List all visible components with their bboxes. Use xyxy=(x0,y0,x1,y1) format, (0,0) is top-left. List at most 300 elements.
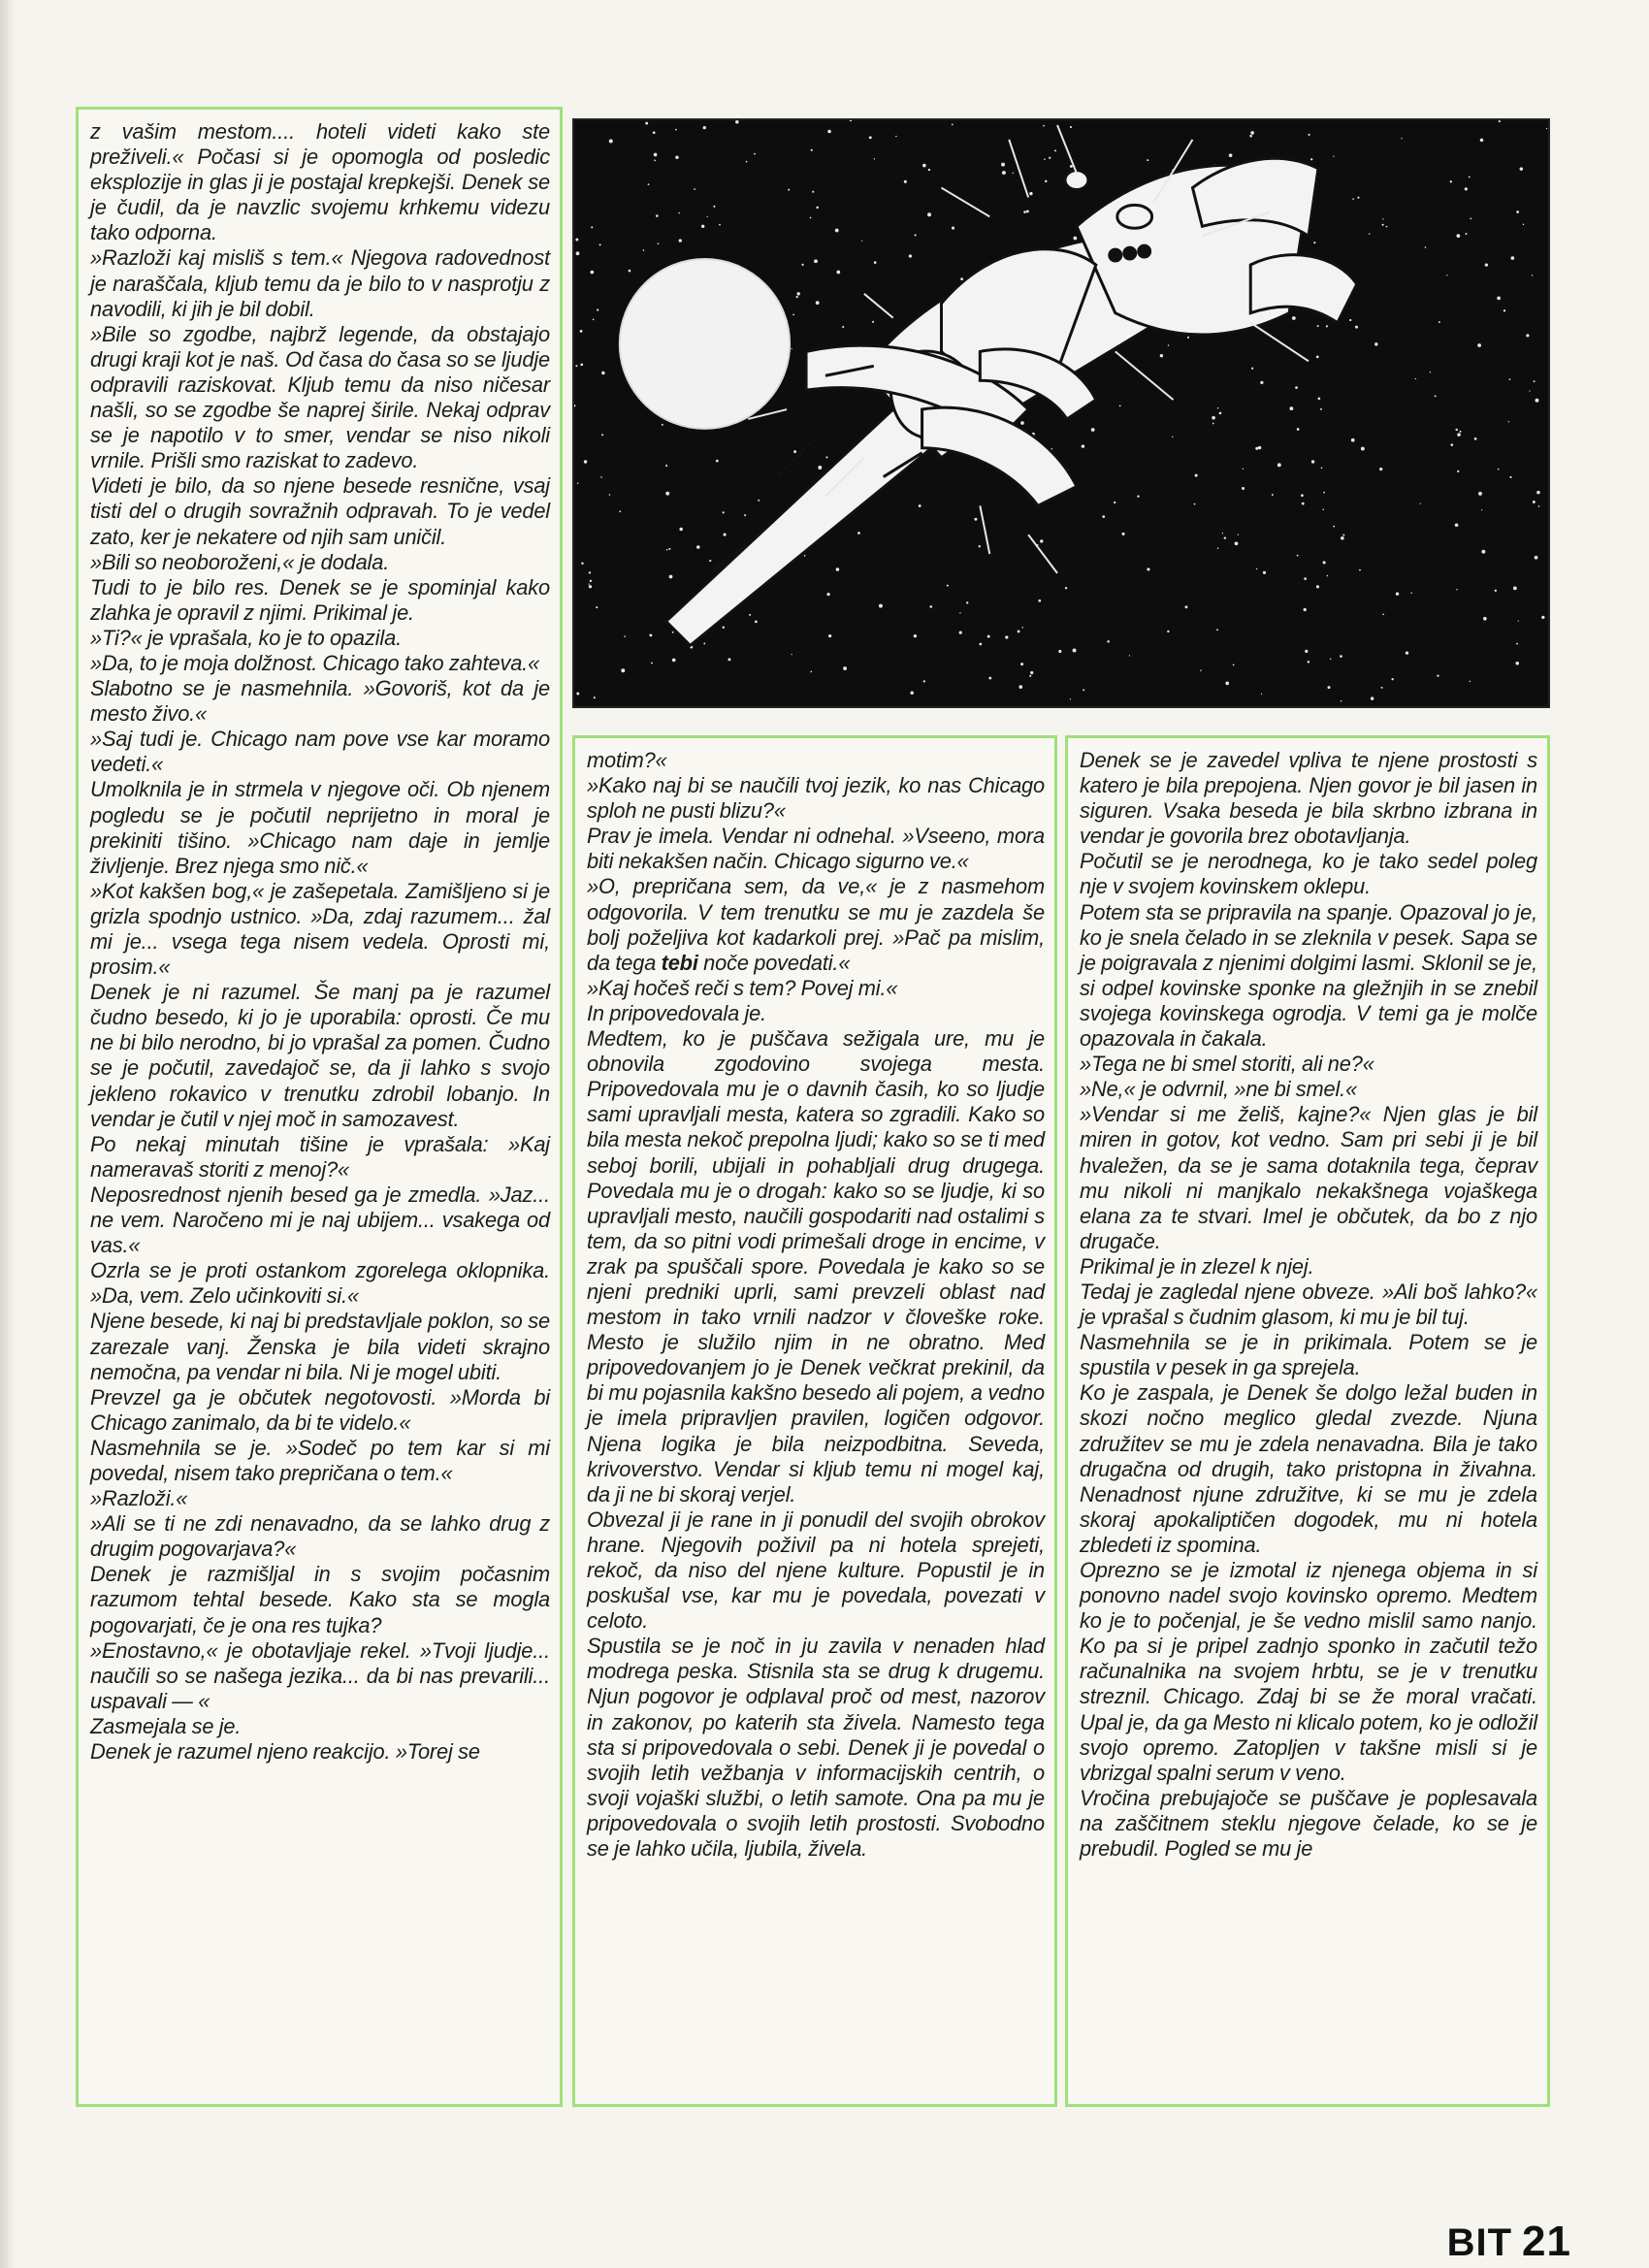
star xyxy=(1526,334,1529,337)
star xyxy=(1470,681,1471,682)
star xyxy=(589,571,591,573)
star xyxy=(580,363,583,366)
star xyxy=(1480,139,1484,143)
paragraph: »Vendar si me želiš, kajne?« Njen glas je bil miren in gotov, kot vedno. Sam pri sebi ji je bil hvaležen, da se je sama dotaknila tega, čeprav mu nikoli ni manjkalo nekakšnega vojaškega elana za te stvari. Imel je občutek, da bo z njo drugače. xyxy=(1080,1102,1537,1253)
paragraph: Ko je zaspala, je Denek še dolgo ležal buden in skozi nočno meglico gledal zvezde. Njuna združitev se mu je zdela nenavadna. Bila je tako drugačna od drugih, tako pristopna in živahna. Nenadnost njune združitve, ki se mu je zdela skoraj apokaliptičen dogodek, mu ni hotela zbledeti iz spomina. xyxy=(1080,1380,1537,1557)
star xyxy=(1410,593,1411,594)
paragraph: Počutil se je nerodnega, ko je tako sedel poleg nje v svojem kovinskem oklepu. xyxy=(1080,849,1537,899)
star xyxy=(1516,211,1519,213)
star xyxy=(1518,621,1519,622)
star xyxy=(1477,343,1481,347)
star xyxy=(1263,571,1266,574)
star xyxy=(758,500,760,502)
star xyxy=(796,296,798,298)
star xyxy=(1250,131,1254,135)
star xyxy=(1005,635,1008,638)
star xyxy=(1342,534,1344,535)
star xyxy=(1297,555,1299,557)
star xyxy=(1070,126,1072,128)
star xyxy=(723,627,725,629)
star xyxy=(1065,587,1067,589)
paragraph: »Razloži.« xyxy=(90,1486,188,1511)
star xyxy=(1333,526,1335,528)
star xyxy=(1029,192,1032,195)
paragraph: »Enostavno,« je obotavljaje rekel. »Tvoji ljudje... naučili so se našega jezika... da bi nas prevarili... uspavali — « xyxy=(90,1637,550,1713)
star xyxy=(1304,608,1307,611)
star xyxy=(575,365,577,367)
paragraph: Po nekaj minutah tišine je vprašala: »Kaj nameravaš storiti z menoj?« xyxy=(90,1131,550,1182)
star xyxy=(1322,508,1323,509)
star xyxy=(874,158,875,159)
paragraph: »Ti?« je vprašala, ko je to opazila. xyxy=(90,625,402,650)
star xyxy=(909,254,912,257)
star xyxy=(1316,585,1319,588)
star xyxy=(619,510,621,512)
paragraph: Denek se je zavedel vpliva te njene prostosti s katero je bila prepojena. Njen govor je bil jasen in siguren. Vsaka beseda je bila skrbno izbrana in vendar je govorila brez obotavljanja. xyxy=(1080,748,1537,849)
star xyxy=(1313,242,1315,243)
paragraph: »Bile so zgodbe, najbrž legende, da obstajajo drugi kraji kot je naš. Od časa do časa so se ljudje odpravili raziskovat. Kljub temu da niso ničesar našli, so se zgodbe še naprej širile. Nekaj odprav se je napotilo v to smer, vendar se niso nikoli vrnile. Prišli smo raziskat to zadevo. xyxy=(90,321,550,473)
star xyxy=(1304,577,1307,580)
star xyxy=(988,677,991,680)
star xyxy=(857,532,860,535)
star xyxy=(1382,218,1383,219)
star xyxy=(1328,686,1331,689)
star xyxy=(914,634,917,637)
magazine-name: BIT xyxy=(1446,2221,1513,2264)
star xyxy=(1160,354,1163,357)
star xyxy=(1235,541,1239,545)
star xyxy=(1083,689,1084,691)
star xyxy=(707,216,708,217)
star xyxy=(1224,536,1226,538)
page-footer xyxy=(1447,2218,1571,2266)
text-column-1 xyxy=(76,107,563,2107)
star xyxy=(665,492,669,496)
paragraph: Prav je imela. Vendar ni odnehal. »Vseeno, mora biti nekakšen način. Chicago sigurno ve.« xyxy=(587,824,1045,874)
star xyxy=(1070,165,1073,168)
star xyxy=(843,666,847,670)
paragraph: Nasmehnila se je. »Sodeč po tem kar si mi povedal, nisem tako prepričana o tem.« xyxy=(90,1435,550,1485)
star xyxy=(816,301,820,305)
star xyxy=(609,494,611,496)
star xyxy=(1401,138,1402,139)
star xyxy=(1023,211,1026,213)
star xyxy=(694,188,695,190)
star xyxy=(1520,167,1524,170)
star xyxy=(666,549,668,551)
paragraph: »Ali se ti ne zdi nenavadno, da se lahko drug z drugim pogovarjava?« xyxy=(90,1511,550,1562)
star xyxy=(1498,469,1500,470)
star xyxy=(804,555,806,557)
star xyxy=(648,183,650,185)
star xyxy=(1439,321,1440,323)
star xyxy=(811,671,813,673)
star xyxy=(1534,380,1536,382)
star xyxy=(1318,397,1321,400)
star xyxy=(703,643,705,645)
paragraph: Potem sta se pripravila na spanje. Opazoval jo je, ko je snela čelado in se zleknila v pesek. Sapa se je poigravala z njenimi dolgimi lasmi. Sklonil se je, si odpel kovinske sponke na gležnjih in se znebil svojega kovinskega ogrodja. V temi ga je molče opazovala in čakala. xyxy=(1080,899,1537,1052)
star xyxy=(716,460,719,463)
star xyxy=(1038,599,1041,602)
star xyxy=(593,319,595,321)
star xyxy=(828,634,831,637)
star xyxy=(1256,568,1257,569)
star xyxy=(584,460,587,463)
star xyxy=(624,635,626,637)
paragraph: Ozrla se je proti ostankom zgorelega oklopnika. »Da, vem. Zelo učinkoviti si.« xyxy=(90,1258,550,1309)
star xyxy=(1305,650,1308,653)
star xyxy=(735,120,739,124)
star xyxy=(658,243,660,244)
paragraph: Obvezal ji je rane in ji ponudil del svojih obrokov hrane. Njegovih poživil pa ni hotela sprejeti, rekoč, da niso del njene kulture. Popustil je in poskušal vse, kar mu je povedala, povezati v celoto. xyxy=(587,1507,1045,1634)
paragraph: z vašim mestom.... hoteli videti kako ste preživeli.« Počasi si je opomogla od posledic eksplozije in glas ji je postajal krepkejši. Denek se je čudil, da je navzlic svojemu krhkemu videzu tako odporna. xyxy=(90,119,550,245)
star xyxy=(904,180,907,183)
star xyxy=(1535,556,1538,560)
star xyxy=(974,518,977,521)
star xyxy=(1352,198,1354,200)
star xyxy=(1379,468,1382,470)
star xyxy=(1147,567,1149,570)
star xyxy=(1495,590,1497,592)
paragraph: Denek je ni razumel. Še manj pa je razumel čudno besedo, ki jo je uporabila: oprosti. Če mu ne bi bilo nerodno, bi jo vprašal za pomen. Čudno se je počutil, zavedajoč se, da ji lahko s svojo jekleno rokavico v trenutku zdrobil lobanjo. In vendar je čutil v njej moč in samozavest. xyxy=(90,980,550,1131)
star xyxy=(836,567,840,571)
star xyxy=(1499,120,1501,122)
star xyxy=(1478,492,1482,496)
star xyxy=(1460,431,1462,433)
spaceship-illustration xyxy=(572,118,1550,708)
star xyxy=(703,126,706,129)
star xyxy=(1508,421,1509,422)
star xyxy=(1255,447,1258,450)
star xyxy=(675,129,677,131)
star xyxy=(629,270,631,273)
star xyxy=(723,511,725,513)
star xyxy=(1382,614,1384,616)
star xyxy=(1357,197,1359,199)
paragraph: Njene besede, ki naj bi predstavljale poklon, so se zarezale vanj. Ženska je bila videti skrajno nemočna, pa vendar ni bila. Ni je mogel ubiti. xyxy=(90,1309,550,1384)
star xyxy=(1292,316,1296,320)
star xyxy=(1167,631,1169,632)
star xyxy=(1217,548,1218,549)
star xyxy=(1044,158,1046,160)
star xyxy=(1455,429,1457,431)
star xyxy=(1497,297,1501,301)
star xyxy=(1469,177,1471,178)
star xyxy=(1435,395,1437,397)
star xyxy=(1509,378,1511,380)
star xyxy=(1216,629,1218,631)
paragraph: Nasmehnila se je in prikimala. Potem se je spustila v pesek in ga sprejela. xyxy=(1080,1330,1537,1380)
star xyxy=(755,621,758,624)
star xyxy=(1406,652,1408,655)
star xyxy=(1229,153,1233,157)
star xyxy=(1317,325,1319,327)
star xyxy=(1225,682,1229,686)
star xyxy=(910,692,913,695)
paragraph: »Kaj hočeš reči s tem? Povej mi.« xyxy=(587,975,898,1000)
star xyxy=(816,207,819,210)
star xyxy=(1425,246,1427,248)
star xyxy=(1450,180,1452,182)
paragraph: Denek je razmišljal in s svojim počasnim razumom tehtal besede. Kako sta se mogla pogovarjati, če je ona res tujka? xyxy=(90,1562,550,1637)
paragraph: »O, prepričana sem, da ve,« je z nasmehom odgovorila. V tem trenutku se mu je zazdela še bolj poželjiva kot kadarkoli prej. »Pač pa mislim, da tega tebi noče povedati.« xyxy=(587,874,1045,975)
star xyxy=(1323,492,1325,494)
star xyxy=(1516,643,1518,645)
star xyxy=(915,234,917,236)
star xyxy=(1341,536,1344,540)
star xyxy=(1523,224,1525,226)
star xyxy=(668,548,670,550)
star xyxy=(1430,372,1431,373)
star xyxy=(1147,159,1148,161)
star xyxy=(1513,587,1517,591)
star xyxy=(672,632,674,633)
star xyxy=(1082,444,1084,447)
star xyxy=(1391,678,1393,680)
star xyxy=(1481,509,1482,510)
star xyxy=(1217,407,1218,408)
star xyxy=(1415,378,1416,379)
star xyxy=(1043,125,1045,127)
star xyxy=(1341,700,1342,702)
star xyxy=(874,261,877,264)
star xyxy=(656,214,659,217)
star xyxy=(1026,210,1029,212)
star xyxy=(754,153,756,155)
star xyxy=(576,251,580,255)
star xyxy=(919,504,922,507)
paragraph: Prevzel ga je občutek negotovosti. »Morda bi Chicago zanimalo, da bi te videlo.« xyxy=(90,1384,550,1435)
star xyxy=(1333,156,1334,157)
star xyxy=(1457,470,1459,472)
star xyxy=(1340,655,1342,658)
star xyxy=(929,605,932,608)
star xyxy=(609,140,613,144)
star xyxy=(1137,495,1139,497)
star xyxy=(1374,342,1377,345)
star xyxy=(591,226,593,228)
star xyxy=(1529,390,1530,391)
star xyxy=(1535,399,1538,403)
star xyxy=(1457,433,1461,437)
star xyxy=(879,604,883,608)
star xyxy=(1200,670,1201,671)
star xyxy=(643,249,645,251)
paragraph: In pripovedovala je. xyxy=(587,1000,767,1025)
paragraph: »Kot kakšen bog,« je zašepetala. Zamišljeno si je grizla spodnjo ustnico. »Da, zdaj razumem... žal mi je... vsega tega nisem vedela. Oprosti mi, prosim.« xyxy=(90,878,550,980)
star xyxy=(1361,447,1365,451)
star xyxy=(580,330,583,333)
paragraph: Medtem, ko je puščava sežigala ure, mu je obnovila zgodovino svojega mesta. Pripovedovala mu je o davnih časih, ko so ljudje sami upravljali mesta, katera so zgradili. Kako so bila mesta nekoč prepolna ljudi; kako so se ti med seboj borili, ubijali in pohabljali drug drugega. Povedala mu je o drogah: kako so se ljudje, ki so upravljali mesto, naučili gospodariti nad ostalimi s tem, da so pitni vodi primešali droge in encime, v zrak pa spuščali spore. Povedala je kako so se njeni predniki uprli, sami prevzeli oblast nad mestom in tako vrnili nadzor v človeške roke. Mesto je služilo njim in ne obratno. Med pripovedovanjem jo je Denek večkrat prekinil, da bi mu pojasnila kakšno besedo ali pojem, a vedno je imela pripravljen pravilen, logičen odgovor. Njena logika je bila neizpodbitna. Seveda, krivoverstvo. Vendar si kljub temu ni mogel kaj, da ji ne bi skoraj verjel. xyxy=(587,1026,1045,1507)
star xyxy=(589,584,590,585)
paragraph: Tedaj je zagledal njene obveze. »Ali boš lahko?« je vprašal s čudnim glasom, ki mu je bil tuj. xyxy=(1080,1279,1537,1330)
star xyxy=(1538,505,1540,507)
star xyxy=(979,545,981,547)
star xyxy=(1102,515,1105,518)
star xyxy=(1222,533,1223,534)
star xyxy=(1450,443,1453,446)
star xyxy=(922,164,926,168)
paragraph: Denek je razumel njeno reakcijo. »Torej se xyxy=(90,1739,480,1764)
star xyxy=(1327,575,1329,577)
star xyxy=(1382,224,1384,226)
paragraph: Zasmejala se je. xyxy=(90,1713,242,1738)
star xyxy=(1311,460,1314,463)
star xyxy=(1355,326,1358,329)
star xyxy=(744,514,746,516)
star xyxy=(1260,381,1263,384)
star xyxy=(1049,157,1051,159)
star xyxy=(1243,469,1244,470)
star xyxy=(724,534,727,536)
star xyxy=(1301,494,1304,497)
star xyxy=(1185,605,1188,608)
star xyxy=(1465,233,1467,235)
star xyxy=(928,169,930,171)
star xyxy=(1030,671,1033,674)
star xyxy=(835,229,839,233)
star xyxy=(1295,386,1298,389)
star xyxy=(1194,503,1196,505)
star xyxy=(1073,237,1077,241)
star xyxy=(987,635,990,638)
star xyxy=(827,130,831,134)
star xyxy=(1129,655,1130,656)
star xyxy=(1219,412,1222,415)
star xyxy=(1316,356,1319,359)
star xyxy=(1107,640,1109,642)
star xyxy=(1455,523,1459,527)
star xyxy=(1481,550,1485,554)
planet xyxy=(620,259,790,429)
paragraph: Vročina prebujajoče se puščave je poplesavala na zaščitnem steklu njegove čelade, ko se je prebudil. Pogled se mu je xyxy=(1080,1785,1537,1862)
star xyxy=(1121,533,1124,535)
star xyxy=(1212,423,1214,425)
star xyxy=(1277,463,1281,467)
star xyxy=(861,240,862,241)
star xyxy=(1013,173,1014,174)
star xyxy=(869,136,872,139)
star xyxy=(1249,135,1252,138)
paragraph: Oprezno se je izmotal iz njenega objema in si ponovno nadel svojo kovinsko opremo. Medtem ko je to počenjal, je še vedno mislil samo nanjo. Ko pa si je pripel zadnjo sponko in začutil težo računalnika na svojem hrbtu, se je v trenutku streznil. Chicago. Zdaj bi se že moral vračati. Upal je, da ga Mesto ni klicalo potem, ko je odložil svojo opremo. Zatopljen v takšne misli si je vbrizgal spalni serum v veno. xyxy=(1080,1558,1537,1785)
paragraph: motim?« xyxy=(587,748,667,772)
star xyxy=(1091,428,1095,432)
star xyxy=(1020,663,1023,665)
star xyxy=(679,239,682,242)
star xyxy=(810,217,812,219)
paragraph: Videti je bilo, da so njene besede resnične, vsaj tisti del o drugih sovražnih odpravah. To je vedel zato, ker je nekatere od njih sam uničil. xyxy=(90,473,550,549)
paragraph: Spustila se je noč in ju zavila v nenaden hlad modrega peska. Stisnila sta se drug k drugemu. Njun pogovor je odplaval proč od mest, nazorov in zakonov, po katerih sta živela. Namesto tega sta si pripovedovala o sebi. Denek ji je povedal o svojih letih vežbanja v informacijskih centrih, o svoji vojaški službi, o letih samote. Ona pa mu je pripovedovala o svojih letih prostosti. Svobodno se je lahko učila, ljubila, živela. xyxy=(587,1634,1045,1862)
star xyxy=(1302,502,1305,505)
paragraph: Slabotno se je nasmehnila. »Govoriš, kot da je mesto živo.« xyxy=(90,676,550,727)
star xyxy=(1474,437,1477,440)
paragraph: »Saj tudi je. Chicago nam pove vse kar moramo vedeti.« xyxy=(90,727,550,777)
star xyxy=(825,456,827,458)
star xyxy=(1326,325,1328,327)
star xyxy=(581,563,583,565)
star xyxy=(1018,685,1022,689)
star xyxy=(1309,134,1310,136)
star xyxy=(1070,698,1071,699)
star xyxy=(1020,421,1024,425)
star xyxy=(1308,661,1310,663)
star xyxy=(947,585,949,587)
star xyxy=(952,227,954,230)
paragraph: »Tega ne bi smel storiti, ali ne?« xyxy=(1080,1052,1374,1077)
star xyxy=(979,643,982,646)
star xyxy=(577,482,578,483)
star xyxy=(1381,687,1383,689)
star xyxy=(665,465,667,467)
star xyxy=(1187,337,1189,339)
star xyxy=(576,693,579,696)
star xyxy=(796,292,799,295)
star xyxy=(1212,416,1215,420)
star xyxy=(1001,163,1005,167)
star xyxy=(1029,675,1031,677)
star xyxy=(1242,487,1245,490)
star xyxy=(719,224,721,226)
star xyxy=(600,476,602,478)
page-edge-shadow xyxy=(0,0,16,2268)
page-number: 21 xyxy=(1522,2218,1571,2265)
star xyxy=(662,424,663,426)
paragraph: Prikimal je in zlezel k njej. xyxy=(1080,1253,1314,1279)
star xyxy=(709,560,711,562)
star xyxy=(601,434,603,436)
star xyxy=(923,680,925,682)
star xyxy=(1470,217,1471,219)
text-column-2 xyxy=(572,735,1057,2107)
star xyxy=(575,239,578,242)
star xyxy=(811,149,813,151)
star xyxy=(1310,158,1312,160)
text-column-3 xyxy=(1065,735,1550,2107)
star xyxy=(1386,226,1388,228)
star xyxy=(788,189,790,191)
star xyxy=(679,528,682,531)
star xyxy=(596,606,598,608)
star xyxy=(1541,616,1544,619)
star xyxy=(645,122,648,125)
star xyxy=(597,308,598,310)
star xyxy=(1456,589,1457,590)
star xyxy=(793,450,796,453)
star xyxy=(675,156,678,159)
star xyxy=(728,658,730,661)
star xyxy=(927,212,931,216)
star xyxy=(651,663,653,664)
star xyxy=(1040,539,1043,542)
star xyxy=(895,136,896,137)
star xyxy=(1022,627,1023,628)
star xyxy=(1018,630,1020,632)
star xyxy=(1058,650,1061,653)
star xyxy=(1251,368,1253,370)
paragraph: Umolknila je in strmela v njegove oči. Ob njenem pogledu se je počutil neprijetno in moral je prekiniti tišino. »Chicago nam daje in jemlje življenje. Brez njega smo nič.« xyxy=(90,777,550,878)
star xyxy=(1504,309,1505,311)
star xyxy=(1483,617,1487,621)
star xyxy=(669,575,673,579)
star xyxy=(672,659,676,663)
star xyxy=(959,631,962,633)
paragraph: Neposrednost njenih besed ga je zmedla. »Jaz... ne vem. Naročeno mi je naj ubijem... vsakega od vas.« xyxy=(90,1182,550,1258)
star xyxy=(791,348,792,349)
star xyxy=(1509,476,1511,478)
star xyxy=(1054,149,1056,151)
star xyxy=(1515,662,1519,665)
star xyxy=(1289,406,1293,410)
